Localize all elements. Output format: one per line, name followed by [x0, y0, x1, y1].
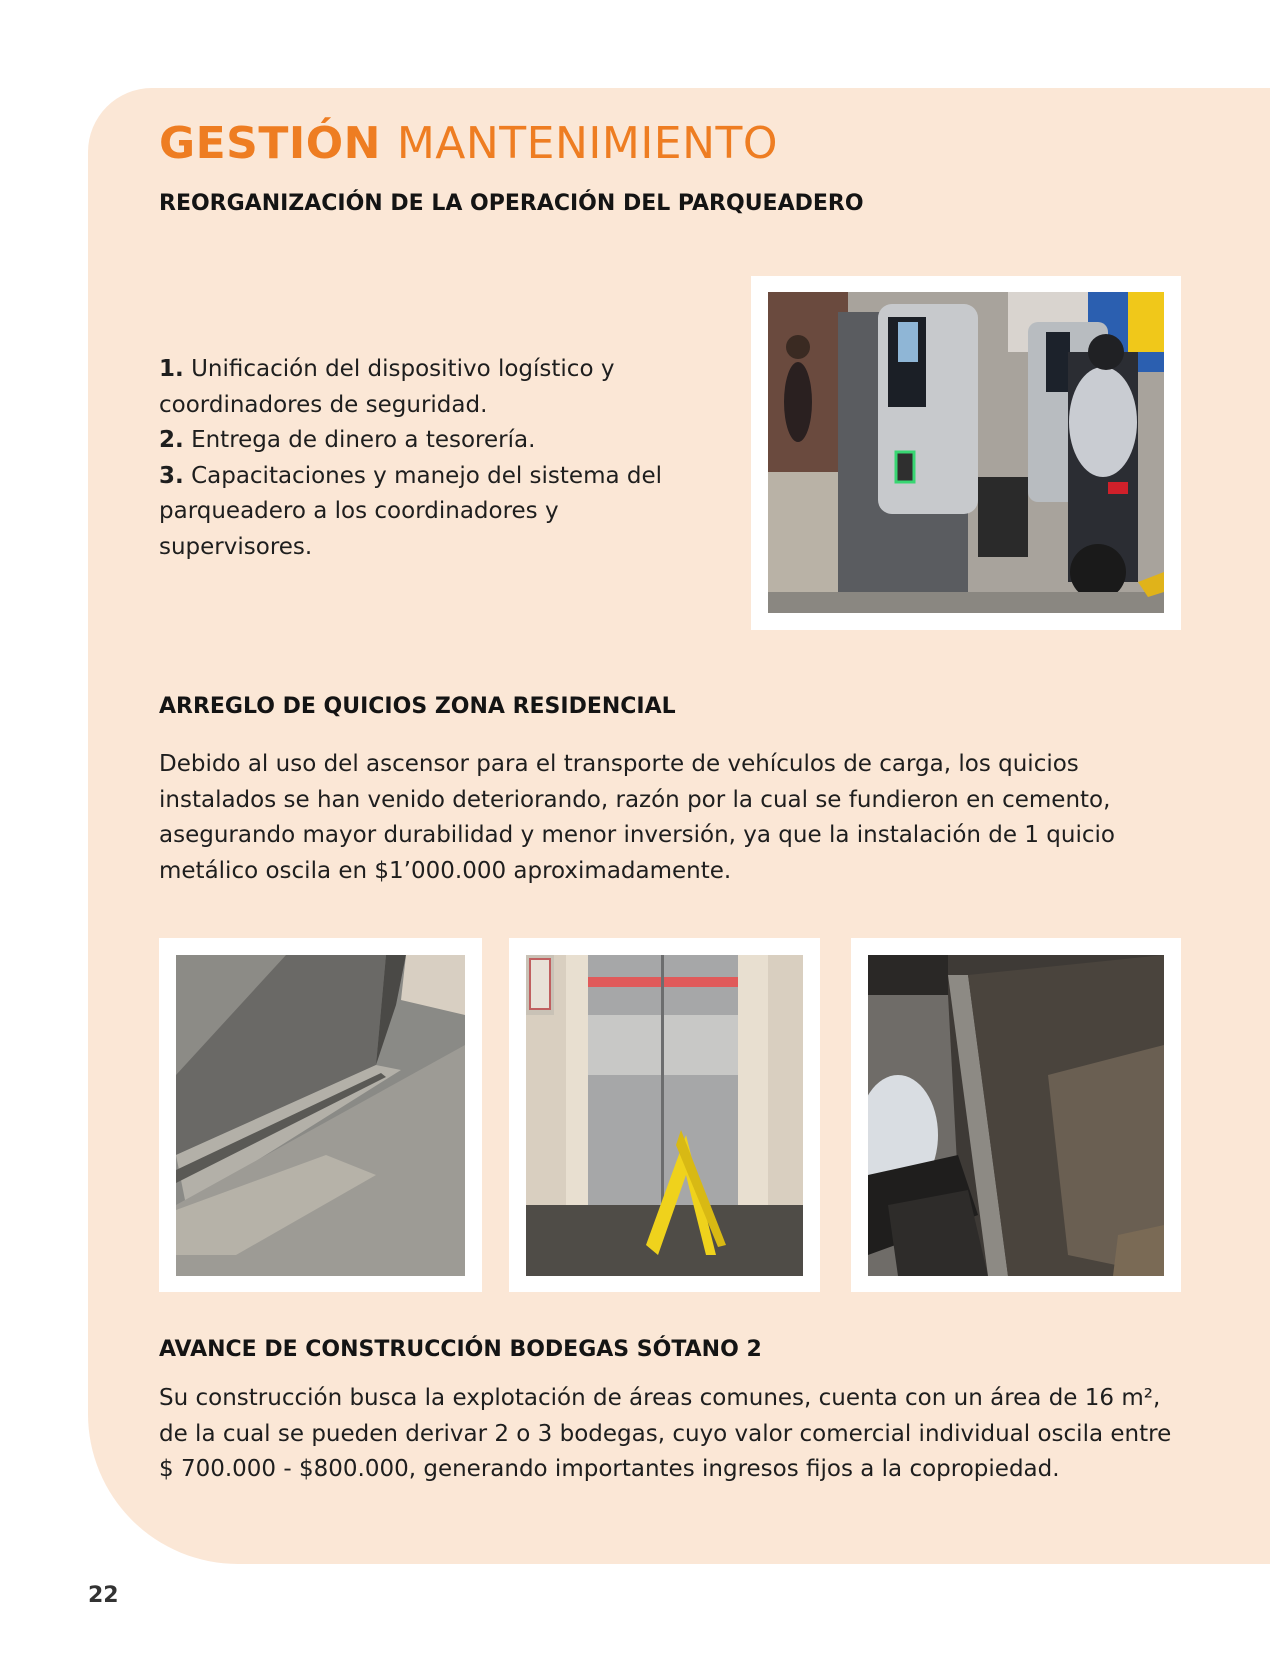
title-light: MANTENIMIENTO [396, 118, 779, 169]
list-item-number: 2. [159, 427, 184, 453]
list-item-text: Unificación del dispositivo logístico y coordinadores de seguridad. [159, 356, 615, 418]
parking-kiosk-photo [768, 292, 1164, 613]
threshold-photo-3 [868, 955, 1164, 1276]
list-item-text: Entrega de dinero a tesorería. [191, 427, 536, 453]
threshold-photo-1 [176, 955, 465, 1276]
page-title [159, 116, 778, 172]
list-item-text: Capacitaciones y manejo del sistema del parqueadero a los coordinadores y supervisores. [159, 462, 663, 560]
list-item [159, 459, 679, 566]
thresholds-paragraph: Debido al uso del ascensor para el transporte de vehículos de carga, los quicios instalados se han venido deteriorando, razón por la cual se fundieron en cemento, asegurando mayor durabilidad y menor inversión, ya que la instalación de 1 quicio metálico oscila en $1’000.000 aproximadamente. [159, 751, 1115, 884]
list-item [159, 423, 679, 459]
page-number: 22 [88, 1583, 119, 1608]
threshold-photo-2 [526, 955, 803, 1276]
list-item [159, 352, 679, 423]
list-item-number: 1. [159, 356, 184, 382]
title-bold: GESTIÓN [159, 118, 381, 169]
section-heading-storage: AVANCE DE CONSTRUCCIÓN BODEGAS SÓTANO 2 [159, 1337, 762, 1362]
list-item-number: 3. [159, 462, 184, 489]
section-heading-thresholds: ARREGLO DE QUICIOS ZONA RESIDENCIAL [159, 694, 676, 719]
storage-paragraph: Su construcción busca la explotación de áreas comunes, cuenta con un área de 16 m², de la cual se pueden derivar 2 o 3 bodegas, cuyo valor comercial individual oscila entre $ 700.000 - $800.000, generando importantes ingresos fijos a la copropiedad. [159, 1385, 1172, 1482]
parking-list [159, 352, 679, 565]
section-heading-parking: REORGANIZACIÓN DE LA OPERACIÓN DEL PARQUEADERO [159, 191, 864, 216]
